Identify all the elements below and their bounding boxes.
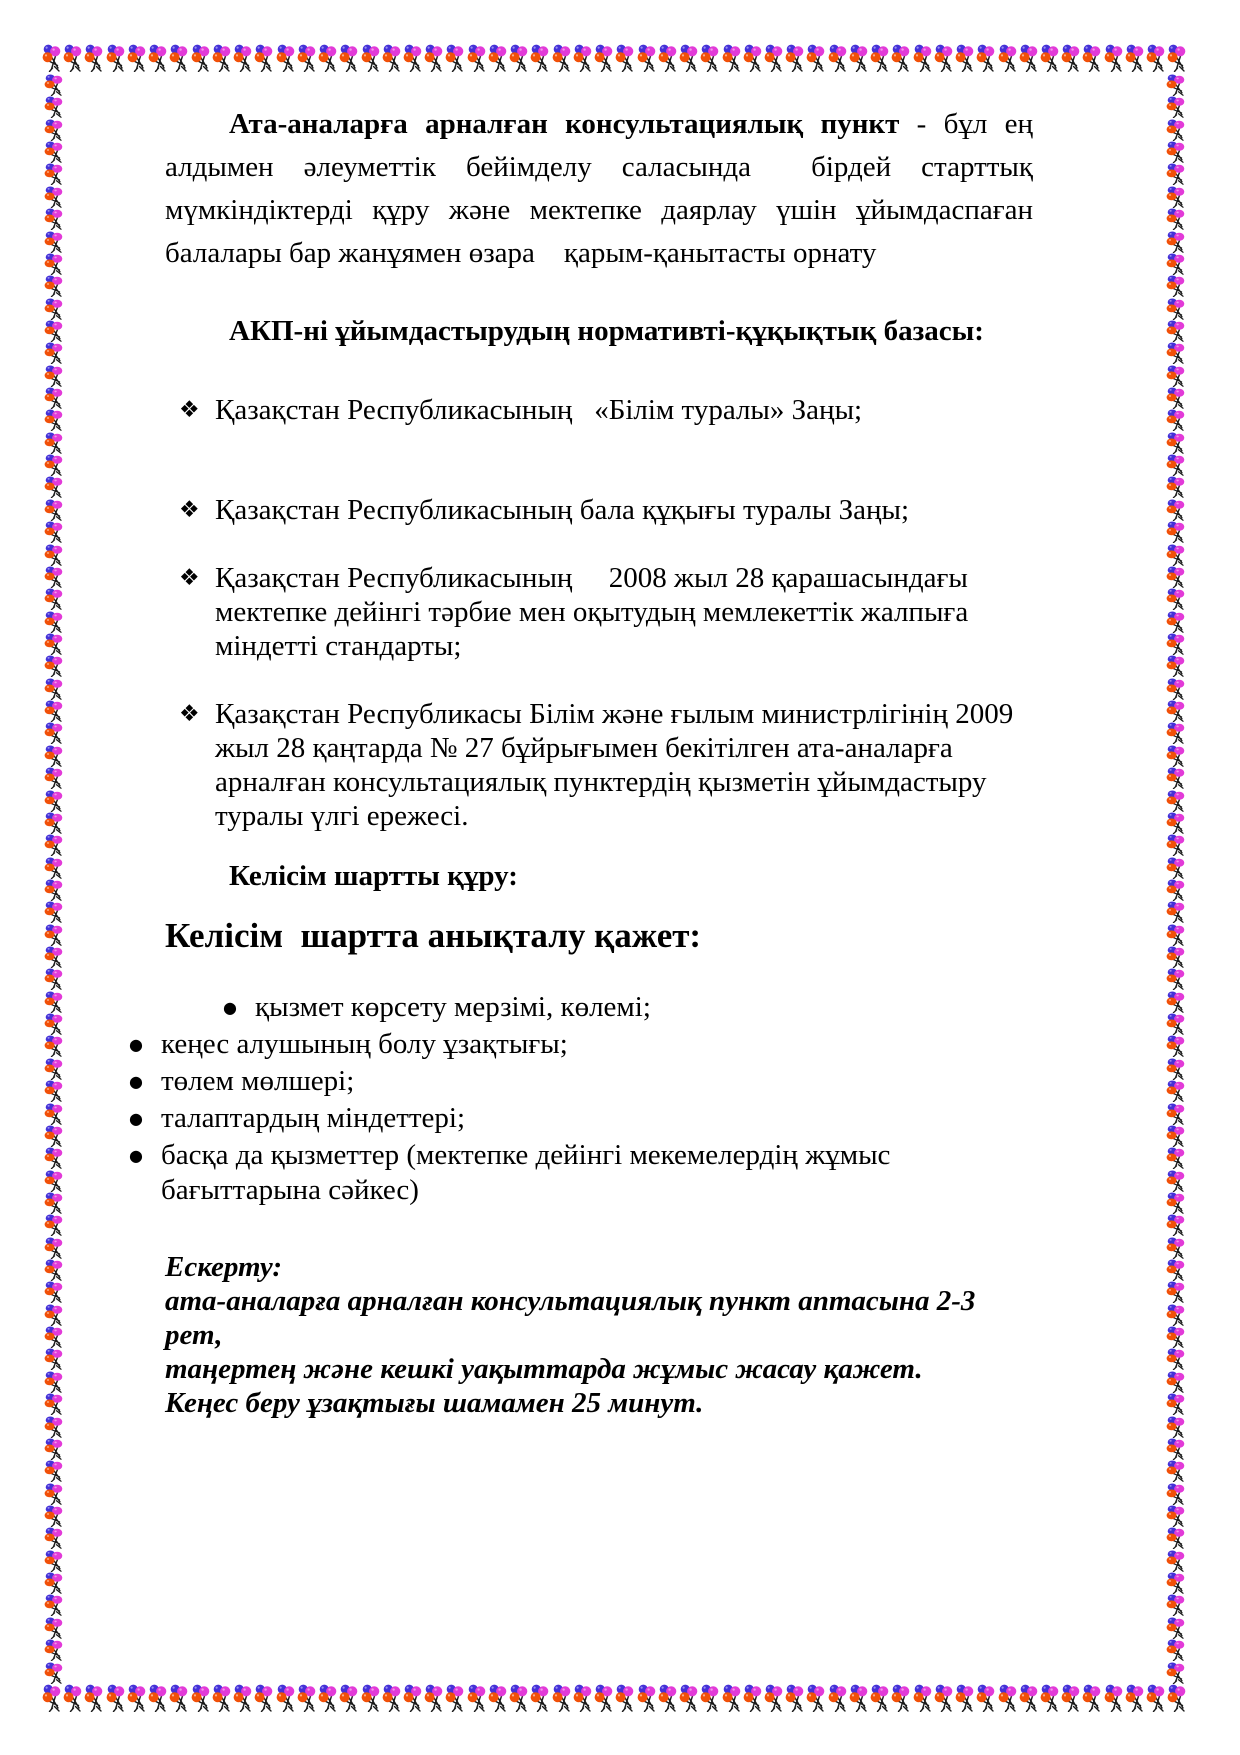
balloons-icon xyxy=(212,44,232,72)
balloons-icon xyxy=(891,1684,911,1712)
balloons-icon xyxy=(1166,588,1186,610)
balloons-icon xyxy=(276,1684,296,1712)
balloons-icon xyxy=(828,1684,848,1712)
balloons-icon xyxy=(44,521,64,543)
balloons-icon xyxy=(1166,946,1186,968)
balloons-icon xyxy=(1166,1550,1186,1572)
balloons-icon xyxy=(913,44,933,72)
balloons-icon xyxy=(1166,1527,1186,1549)
balloons-icon xyxy=(382,44,402,72)
balloons-icon xyxy=(63,44,83,72)
contract-heading-large: Келісім шартта анықталу қажет: xyxy=(165,916,702,955)
balloons-icon xyxy=(44,1527,64,1549)
balloons-icon xyxy=(44,722,64,744)
list-item xyxy=(129,1027,1033,1062)
balloons-icon xyxy=(891,44,911,72)
list-item xyxy=(179,561,1033,663)
list-item-text: кеңес алушының болу ұзақтығы; xyxy=(161,1028,568,1060)
diamond-bullet-icon: ❖ xyxy=(179,497,200,523)
border-left xyxy=(44,74,66,1684)
note-line: Кеңес беру ұзақтығы шамамен 25 минут. xyxy=(165,1387,704,1419)
balloons-icon xyxy=(44,1058,64,1080)
balloons-icon xyxy=(976,1684,996,1712)
balloons-icon xyxy=(44,208,64,230)
balloons-icon xyxy=(44,655,64,677)
balloons-icon xyxy=(44,476,64,498)
balloons-icon xyxy=(637,44,657,72)
balloons-icon xyxy=(998,1684,1018,1712)
balloons-icon xyxy=(318,44,338,72)
diamond-bullet-icon: ❖ xyxy=(179,397,200,423)
balloons-icon xyxy=(424,44,444,72)
balloons-icon xyxy=(1166,1326,1186,1348)
balloons-icon xyxy=(828,44,848,72)
balloons-icon xyxy=(424,1684,444,1712)
balloons-icon xyxy=(169,1684,189,1712)
balloons-icon xyxy=(1166,1617,1186,1639)
balloons-icon xyxy=(44,588,64,610)
balloons-icon xyxy=(1166,1371,1186,1393)
balloons-icon xyxy=(913,1684,933,1712)
balloons-icon xyxy=(1166,476,1186,498)
balloons-icon xyxy=(44,1103,64,1125)
balloons-icon xyxy=(1166,432,1186,454)
balloons-icon xyxy=(403,1684,423,1712)
balloons-icon xyxy=(1166,1125,1186,1147)
balloons-icon xyxy=(44,96,64,118)
balloons-icon xyxy=(44,1617,64,1639)
balloons-icon xyxy=(44,1125,64,1147)
note-title: Ескерту: xyxy=(165,1251,283,1283)
balloons-icon xyxy=(44,387,64,409)
balloons-icon xyxy=(361,44,381,72)
balloons-icon xyxy=(169,44,189,72)
balloons-icon xyxy=(44,454,64,476)
balloons-icon xyxy=(1040,44,1060,72)
balloons-icon xyxy=(44,1326,64,1348)
balloons-icon xyxy=(44,991,64,1013)
balloons-icon xyxy=(1166,1393,1186,1415)
balloons-icon xyxy=(106,44,126,72)
balloons-icon xyxy=(1166,1192,1186,1214)
balloons-icon xyxy=(1166,342,1186,364)
balloons-icon xyxy=(1166,790,1186,812)
balloons-icon xyxy=(339,44,359,72)
balloons-icon xyxy=(1166,991,1186,1013)
balloons-icon xyxy=(1166,163,1186,185)
balloons-icon xyxy=(1166,1013,1186,1035)
balloons-icon xyxy=(1166,186,1186,208)
balloons-icon xyxy=(955,1684,975,1712)
balloons-icon xyxy=(42,44,62,72)
balloons-icon xyxy=(806,1684,826,1712)
intro-rest-text: - бұл ең алдымен әлеуметтік бейімделу саласында бірдей старттық мүмкіндіктерді құру және мектепке даярлау үшін ұйымдаспаған балалары бар жанұямен өзара қарым-қанытасты орнату xyxy=(165,108,1041,269)
balloons-icon xyxy=(44,1281,64,1303)
balloons-icon xyxy=(1166,1438,1186,1460)
balloons-icon xyxy=(806,44,826,72)
balloons-icon xyxy=(1166,901,1186,923)
balloons-icon xyxy=(339,1684,359,1712)
balloons-icon xyxy=(44,275,64,297)
balloons-icon xyxy=(1166,566,1186,588)
balloons-icon xyxy=(44,633,64,655)
list-item xyxy=(129,1101,1033,1136)
balloons-icon xyxy=(1167,1684,1187,1712)
balloons-icon xyxy=(1166,767,1186,789)
balloons-icon xyxy=(679,44,699,72)
balloons-icon xyxy=(1166,387,1186,409)
balloons-icon xyxy=(44,141,64,163)
border-top xyxy=(42,44,1188,72)
balloons-icon xyxy=(1082,1684,1102,1712)
balloons-icon xyxy=(637,1684,657,1712)
balloons-icon xyxy=(615,1684,635,1712)
balloons-icon xyxy=(44,1639,64,1661)
balloons-icon xyxy=(44,119,64,141)
balloons-icon xyxy=(44,1259,64,1281)
balloons-icon xyxy=(127,1684,147,1712)
balloons-icon xyxy=(1104,44,1124,72)
balloons-icon xyxy=(1166,208,1186,230)
balloons-icon xyxy=(722,1684,742,1712)
balloons-icon xyxy=(44,544,64,566)
list-item-text: талаптардың міндеттері; xyxy=(161,1102,466,1134)
balloons-icon xyxy=(361,1684,381,1712)
balloons-icon xyxy=(297,44,317,72)
balloons-icon xyxy=(1166,1147,1186,1169)
balloons-icon xyxy=(1166,678,1186,700)
balloons-icon xyxy=(44,857,64,879)
balloons-icon xyxy=(1166,968,1186,990)
list-item-text: Қазақстан Республикасының 2008 жыл 28 қарашасындағы мектепке дейінгі тәрбие мен оқытудың мемлекеттік жалпыға міндетті стандарты; xyxy=(215,562,976,662)
balloons-icon xyxy=(445,44,465,72)
balloons-icon xyxy=(44,1192,64,1214)
balloons-icon xyxy=(1166,1662,1186,1684)
balloons-icon xyxy=(44,566,64,588)
balloons-icon xyxy=(530,1684,550,1712)
balloons-icon xyxy=(44,834,64,856)
balloons-icon xyxy=(403,44,423,72)
balloons-icon xyxy=(44,812,64,834)
note-line: ата-аналарға арналған консультациялық пункт аптасына 2-3 рет, xyxy=(165,1285,983,1351)
balloons-icon xyxy=(1166,1103,1186,1125)
balloons-icon xyxy=(44,790,64,812)
balloons-icon xyxy=(934,44,954,72)
list-item xyxy=(223,990,1033,1025)
list-item xyxy=(129,1064,1033,1099)
balloons-icon xyxy=(44,1371,64,1393)
balloons-icon xyxy=(679,1684,699,1712)
balloons-icon xyxy=(1167,44,1187,72)
balloons-icon xyxy=(1166,812,1186,834)
list-item-text: қызмет көрсету мерзімі, көлемі; xyxy=(255,991,651,1023)
balloons-icon xyxy=(615,44,635,72)
balloons-icon xyxy=(785,44,805,72)
balloons-icon xyxy=(1166,1170,1186,1192)
balloons-icon xyxy=(44,432,64,454)
balloons-icon xyxy=(955,44,975,72)
balloons-icon xyxy=(1104,1684,1124,1712)
balloons-icon xyxy=(1166,1348,1186,1370)
balloons-icon xyxy=(1040,1684,1060,1712)
balloons-icon xyxy=(44,1483,64,1505)
balloons-icon xyxy=(44,1237,64,1259)
dot-bullet-icon: ● xyxy=(129,1146,143,1165)
balloons-icon xyxy=(530,44,550,72)
balloons-icon xyxy=(1166,655,1186,677)
balloons-icon xyxy=(1125,44,1145,72)
balloons-icon xyxy=(1166,1639,1186,1661)
balloons-icon xyxy=(44,365,64,387)
balloons-icon xyxy=(297,1684,317,1712)
balloons-icon xyxy=(44,1147,64,1169)
balloons-icon xyxy=(1166,454,1186,476)
balloons-icon xyxy=(976,44,996,72)
balloons-icon xyxy=(1166,1505,1186,1527)
balloons-icon xyxy=(1166,1259,1186,1281)
balloons-icon xyxy=(1166,633,1186,655)
balloons-icon xyxy=(1166,544,1186,566)
balloons-icon xyxy=(870,44,890,72)
balloons-icon xyxy=(1166,1460,1186,1482)
balloons-icon xyxy=(509,1684,529,1712)
list-item-text: Қазақстан Республикасының бала құқығы туралы Заңы; xyxy=(215,494,910,526)
balloons-icon xyxy=(1166,1416,1186,1438)
balloons-icon xyxy=(44,231,64,253)
balloons-icon xyxy=(1019,44,1039,72)
balloons-icon xyxy=(44,1416,64,1438)
intro-bold-lead: Ата-аналарға арналған консультациялық пункт xyxy=(229,108,900,140)
balloons-icon xyxy=(233,1684,253,1712)
contract-heading-small: Келісім шартты құру: xyxy=(229,860,518,892)
balloons-icon xyxy=(1166,722,1186,744)
balloons-icon xyxy=(1146,44,1166,72)
balloons-icon xyxy=(44,298,64,320)
balloons-icon xyxy=(870,1684,890,1712)
balloons-icon xyxy=(44,1170,64,1192)
balloons-icon xyxy=(44,409,64,431)
balloons-icon xyxy=(42,1684,62,1712)
balloons-icon xyxy=(998,44,1018,72)
list-item-text: Қазақстан Республикасының «Білім туралы» Заңы; xyxy=(215,394,863,426)
dot-bullet-icon: ● xyxy=(129,1035,143,1054)
balloons-icon xyxy=(1166,700,1186,722)
list-item-text: төлем мөлшері; xyxy=(161,1065,355,1097)
balloons-icon xyxy=(44,946,64,968)
balloons-icon xyxy=(1166,253,1186,275)
balloons-icon xyxy=(254,1684,274,1712)
balloons-icon xyxy=(1166,141,1186,163)
balloons-icon xyxy=(44,1214,64,1236)
balloons-icon xyxy=(44,1550,64,1572)
balloons-icon xyxy=(1166,96,1186,118)
list-item-text: басқа да қызметтер (мектепке дейінгі мекемелердің жұмыс бағыттарына сәйкес) xyxy=(161,1139,898,1206)
balloons-icon xyxy=(44,767,64,789)
balloons-icon xyxy=(700,1684,720,1712)
balloons-icon xyxy=(1166,1304,1186,1326)
balloons-icon xyxy=(44,1393,64,1415)
balloons-icon xyxy=(1146,1684,1166,1712)
balloons-icon xyxy=(44,1460,64,1482)
balloons-icon xyxy=(1166,1572,1186,1594)
balloons-icon xyxy=(44,163,64,185)
balloons-icon xyxy=(1125,1684,1145,1712)
balloons-icon xyxy=(148,1684,168,1712)
balloons-icon xyxy=(1019,1684,1039,1712)
balloons-icon xyxy=(44,1080,64,1102)
balloons-icon xyxy=(1166,834,1186,856)
balloons-icon xyxy=(1061,1684,1081,1712)
document-content xyxy=(129,103,1041,1420)
border-bottom xyxy=(42,1684,1188,1712)
balloons-icon xyxy=(44,1572,64,1594)
balloons-icon xyxy=(764,1684,784,1712)
balloons-icon xyxy=(44,1348,64,1370)
balloons-icon xyxy=(212,1684,232,1712)
balloons-icon xyxy=(743,44,763,72)
balloons-icon xyxy=(127,44,147,72)
balloons-icon xyxy=(44,700,64,722)
list-item xyxy=(129,1138,1033,1208)
diamond-bullet-icon: ❖ xyxy=(179,701,200,727)
balloons-icon xyxy=(1166,365,1186,387)
balloons-icon xyxy=(84,44,104,72)
balloons-icon xyxy=(1166,879,1186,901)
balloons-icon xyxy=(1166,1483,1186,1505)
balloons-icon xyxy=(1166,1058,1186,1080)
list-item xyxy=(179,393,1033,427)
balloons-icon xyxy=(1166,409,1186,431)
balloons-icon xyxy=(1166,119,1186,141)
balloons-icon xyxy=(573,44,593,72)
balloons-icon xyxy=(106,1684,126,1712)
legal-base-heading: АКП-ні ұйымдастырудың нормативті-құқықтық базасы: xyxy=(229,315,984,347)
balloons-icon xyxy=(1061,44,1081,72)
list-item xyxy=(179,493,1033,527)
balloons-icon xyxy=(44,1505,64,1527)
balloons-icon xyxy=(509,44,529,72)
balloons-icon xyxy=(849,44,869,72)
balloons-icon xyxy=(1166,1281,1186,1303)
balloons-icon xyxy=(658,44,678,72)
balloons-icon xyxy=(658,1684,678,1712)
contract-list xyxy=(129,990,1033,1208)
balloons-icon xyxy=(1166,857,1186,879)
balloons-icon xyxy=(1166,231,1186,253)
balloons-icon xyxy=(594,1684,614,1712)
balloons-icon xyxy=(44,1594,64,1616)
balloons-icon xyxy=(1166,1080,1186,1102)
balloons-icon xyxy=(44,678,64,700)
balloons-icon xyxy=(700,44,720,72)
diamond-bullet-icon: ❖ xyxy=(179,565,200,591)
balloons-icon xyxy=(44,901,64,923)
balloons-icon xyxy=(1166,521,1186,543)
balloons-icon xyxy=(44,253,64,275)
balloons-icon xyxy=(276,44,296,72)
balloons-icon xyxy=(488,1684,508,1712)
balloons-icon xyxy=(44,342,64,364)
balloons-icon xyxy=(467,44,487,72)
balloons-icon xyxy=(849,1684,869,1712)
balloons-icon xyxy=(1166,611,1186,633)
note-line: таңертең және кешкі уақыттарда жұмыс жасау қажет. xyxy=(165,1353,923,1385)
balloons-icon xyxy=(318,1684,338,1712)
balloons-icon xyxy=(1166,1035,1186,1057)
balloons-icon xyxy=(1166,320,1186,342)
balloons-icon xyxy=(764,44,784,72)
balloons-icon xyxy=(44,499,64,521)
balloons-icon xyxy=(1166,745,1186,767)
balloons-icon xyxy=(722,44,742,72)
balloons-icon xyxy=(594,44,614,72)
balloons-icon xyxy=(233,44,253,72)
balloons-icon xyxy=(1166,1237,1186,1259)
balloons-icon xyxy=(1166,1214,1186,1236)
balloons-icon xyxy=(743,1684,763,1712)
balloons-icon xyxy=(44,745,64,767)
balloons-icon xyxy=(44,1662,64,1684)
balloons-icon xyxy=(44,1035,64,1057)
balloons-icon xyxy=(44,611,64,633)
balloons-icon xyxy=(191,1684,211,1712)
balloons-icon xyxy=(254,44,274,72)
balloons-icon xyxy=(63,1684,83,1712)
dot-bullet-icon: ● xyxy=(129,1072,143,1091)
balloons-icon xyxy=(934,1684,954,1712)
balloons-icon xyxy=(44,74,64,96)
legal-base-list xyxy=(165,393,1033,833)
balloons-icon xyxy=(44,879,64,901)
balloons-icon xyxy=(44,1438,64,1460)
balloons-icon xyxy=(1166,275,1186,297)
balloons-icon xyxy=(1166,298,1186,320)
balloons-icon xyxy=(488,44,508,72)
balloons-icon xyxy=(44,924,64,946)
balloons-icon xyxy=(44,186,64,208)
balloons-icon xyxy=(44,1013,64,1035)
balloons-icon xyxy=(1082,44,1102,72)
balloons-icon xyxy=(382,1684,402,1712)
balloons-icon xyxy=(84,1684,104,1712)
balloons-icon xyxy=(44,320,64,342)
balloons-icon xyxy=(573,1684,593,1712)
balloons-icon xyxy=(552,44,572,72)
dot-bullet-icon: ● xyxy=(129,1109,143,1128)
balloons-icon xyxy=(1166,924,1186,946)
border-right xyxy=(1166,74,1188,1684)
balloons-icon xyxy=(467,1684,487,1712)
intro-paragraph xyxy=(165,103,1041,275)
balloons-icon xyxy=(191,44,211,72)
balloons-icon xyxy=(785,1684,805,1712)
list-item-text: Қазақстан Республикасы Білім және ғылым министрлігінің 2009 жыл 28 қаңтарда № 27 бұйрығымен бекітілген ата-аналарға арналған консультациялық пунктердің қызметін ұйымдастыру туралы үлгі ережесі. xyxy=(215,698,1021,832)
note-block xyxy=(165,1250,1033,1420)
balloons-icon xyxy=(1166,1594,1186,1616)
dot-bullet-icon: ● xyxy=(223,998,237,1017)
balloons-icon xyxy=(552,1684,572,1712)
balloons-icon xyxy=(44,1304,64,1326)
balloons-icon xyxy=(44,968,64,990)
balloons-icon xyxy=(445,1684,465,1712)
list-item xyxy=(179,697,1033,833)
balloons-icon xyxy=(148,44,168,72)
balloons-icon xyxy=(1166,74,1186,96)
balloons-icon xyxy=(1166,499,1186,521)
